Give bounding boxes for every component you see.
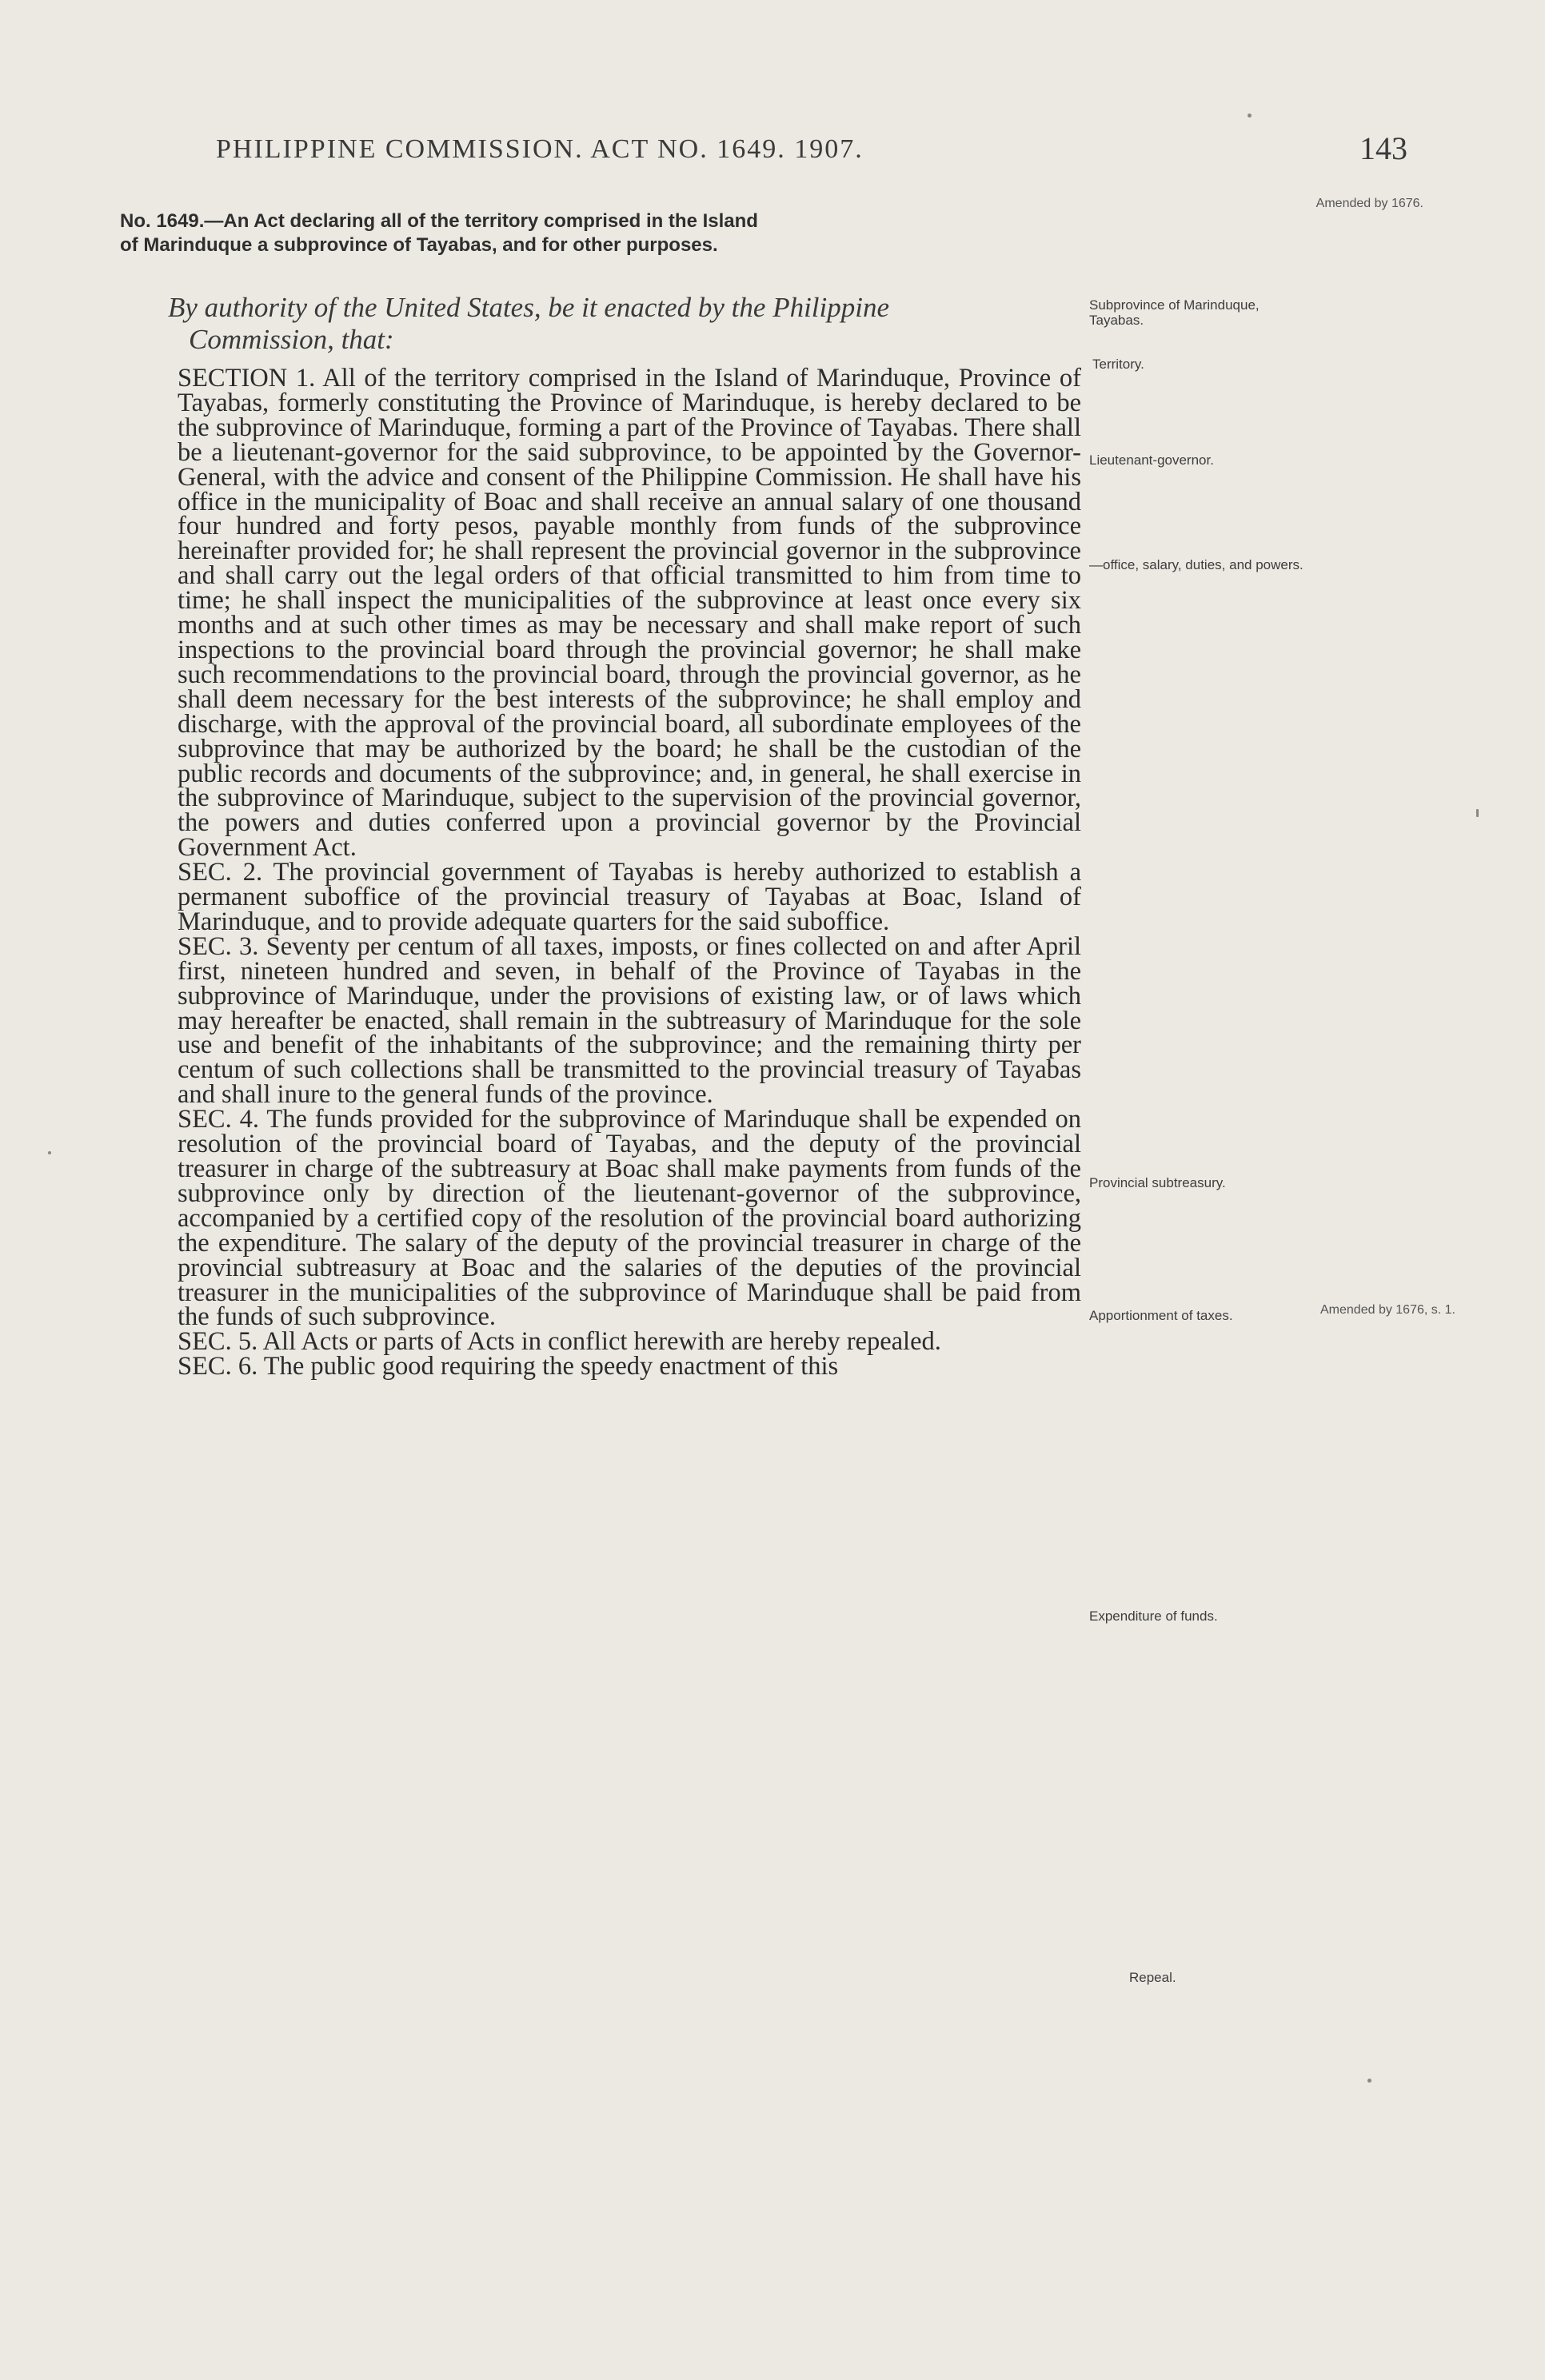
- section-5: [178, 1327, 1081, 1357]
- margin-note-repeal: Repeal.: [1129, 1970, 1176, 1985]
- section-text: The provincial government of Tayabas is hereby authorized to establish a permanent suboffice of the provincial treasury of Tayabas at Boac, Island of Marinduque, and to provide adequate quarters for the said suboffice.: [178, 858, 1081, 936]
- scan-speck: [48, 1151, 51, 1154]
- act-body: [178, 366, 1081, 1379]
- margin-note-subprovince: Subprovince of Marinduque, Tayabas.: [1089, 297, 1260, 328]
- section-label: SEC. 2.: [178, 858, 263, 887]
- enacting-clause: [168, 292, 1088, 356]
- section-label: SEC. 3.: [178, 931, 259, 961]
- page-number: 143: [1359, 130, 1407, 166]
- section-label: SEC. 4.: [178, 1105, 260, 1134]
- margin-note-expenditure: Expenditure of funds.: [1089, 1609, 1218, 1624]
- enacting-line-2: Commission, that:: [189, 324, 394, 355]
- section-text: Seventy per centum of all taxes, imposts, or fines collected on and after April first, nineteen hundred and seven, in behalf of the Province of Tayabas in the subprovince of Marinduque, under the provisions of existing law, or of laws which may hereafter be enacted, shall remain in the subtreasury of Marinduque for the sole use and benefit of the inhabitants of the subprovince; and the remaining thirty per centum of such collections shall be transmitted to the provincial treasury of Tayabas and shall inure to the general funds of the province.: [178, 931, 1081, 1110]
- enacting-line-1: By authority of the United States, be it enacted by the Philippine: [168, 292, 890, 323]
- margin-note-apportionment: Apportionment of taxes.: [1089, 1308, 1233, 1323]
- margin-note-lieutenant-governor: Lieutenant-governor.: [1089, 452, 1214, 468]
- act-title-line-2: of Marinduque a subprovince of Tayabas, and for other purposes.: [120, 234, 718, 256]
- scan-speck: [1476, 809, 1479, 817]
- scan-speck: [1248, 114, 1252, 118]
- section-label: SEC. 5.: [178, 1327, 258, 1357]
- section-3: [178, 931, 1081, 1110]
- section-4: [178, 1107, 1081, 1330]
- margin-note-territory: Territory.: [1092, 357, 1144, 372]
- margin-note-amended-sec3: Amended by 1676, s. 1.: [1320, 1303, 1455, 1317]
- section-label: SEC. 6.: [178, 1352, 258, 1381]
- section-label: SECTION 1.: [178, 364, 316, 393]
- margin-note-provincial-subtreasury: Provincial subtreasury.: [1089, 1175, 1226, 1190]
- margin-note-office-salary: —office, salary, duties, and powers.: [1089, 557, 1303, 572]
- section-2: [178, 860, 1081, 935]
- section-text: The funds provided for the subprovince of Marinduque shall be expended on resolution of the provincial board of Tayabas, and the deputy of the provincial treasurer in charge of the subtreasury at Boac shall make payments from funds of the subprovince only by direction of the lieutenant-governor of the subprovince, accompanied by a certified copy of the resolution of the provincial board authorizing the expenditure. The salary of the deputy of the provincial treasurer in charge of the provincial subtreasury at Boac and the salaries of the deputies of the provincial treasurer in the municipalities of the subprovince of Marinduque shall be paid from the funds of such subprovince.: [178, 1105, 1082, 1332]
- section-text: All of the territory comprised in the Island of Marinduque, Province of Tayabas, formerly constituting the Province of Marinduque, is hereby declared to be the subprovince of Marinduque, forming a part of the Province of Tayabas. There shall be a lieutenant-governor for the said subprovince, to be appointed by the Governor-General, with the advice and consent of the Philippine Commission. He shall have his office in the municipality of Boac and shall receive an annual salary of one thousand four hundred and forty pesos, payable monthly from funds of the subprovince hereinafter provided for; he shall represent the provincial governor in the subprovince and shall carry out the legal orders of that official transmitted to him from time to time; he shall inspect the municipalities of the subprovince at least once every six months and at such other times as may be necessary and shall make report of such inspections to the provincial board through the provincial governor; he shall make such recommendations to the provincial board, through the provincial governor, as he shall deem necessary for the best interests of the subprovince; he shall employ and discharge, with the approval of the provincial board, all subordinate employees of the subprovince that may be authorized by the board; he shall be the custodian of the public records and documents of the subprovince; and, in general, he shall exercise in the subprovince of Marinduque, subject to the supervision of the provincial governor, the powers and duties conferred upon a provincial governor by the Provincial Government Act.: [178, 364, 1081, 863]
- scan-speck: [1367, 2079, 1371, 2083]
- section-text: All Acts or parts of Acts in conflict herewith are hereby repealed.: [262, 1327, 941, 1357]
- running-head: PHILIPPINE COMMISSION. ACT NO. 1649. 1907.: [216, 134, 864, 164]
- section-text: The public good requiring the speedy enactment of this: [263, 1352, 839, 1381]
- section-6: [178, 1354, 1081, 1379]
- section-1: [178, 364, 1081, 863]
- act-title: [120, 209, 1080, 257]
- act-title-line-1: No. 1649.—An Act declaring all of the territory comprised in the Island: [120, 210, 758, 232]
- margin-note-amended: Amended by 1676.: [1315, 197, 1423, 210]
